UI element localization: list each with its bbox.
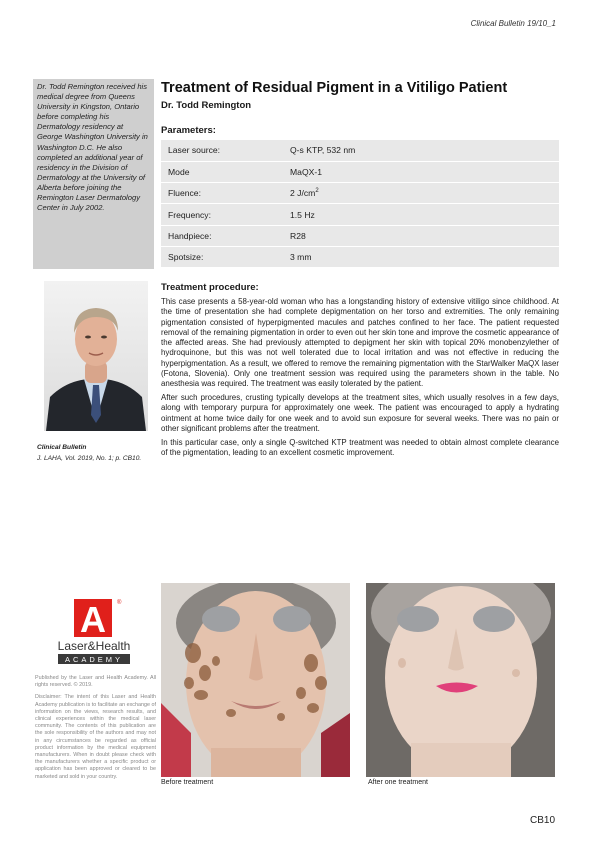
parameter-name: Frequency:	[161, 204, 283, 225]
parameter-name: Laser source:	[161, 140, 283, 161]
citation	[37, 442, 141, 464]
article-title: Treatment of Residual Pigment in a Vitiligo Patient	[161, 80, 508, 96]
procedure-heading: Treatment procedure:	[161, 282, 259, 294]
parameter-value: MaQX-1	[283, 161, 559, 182]
parameter-value: Q-s KTP, 532 nm	[283, 140, 559, 161]
parameters-heading: Parameters:	[161, 125, 216, 136]
registered-mark: ®	[117, 600, 122, 606]
parameter-row	[161, 183, 559, 204]
parameters-table	[161, 140, 559, 268]
parameter-row	[161, 140, 559, 161]
procedure-text	[161, 297, 559, 458]
article	[161, 80, 559, 462]
author-bio-box	[33, 79, 154, 269]
after-treatment-photo	[366, 583, 555, 777]
parameter-name: Handpiece:	[161, 225, 283, 246]
before-treatment-photo	[161, 583, 350, 777]
bulletin-reference: Clinical Bulletin 19/10_1	[470, 19, 556, 28]
author-bio-text: Dr. Todd Remington received his medical degree from Queens University in Kingston, Ontario before completing his Dermatology residency at George Washington University in Washington D.C. He also completed an additional year of residency in the Division of Dermatology at the University of Alberta before joining the Remington Laser Dermatology Center in July 2002.	[37, 82, 148, 213]
disclaimer: Disclaimer: The intent of this Laser and Health Academy publication is to facilitate an exchange of information on the views, research results, and clinical experiences within the medical laser community. The contents of this publication are the sole responsibility of the authors and may not in any circumstances be regarded as official product information by the medical equipment manufacturers. When in doubt please check with the manufacturers whether a specific product or application has been approved or cleared to be marketed and sold in your country.	[35, 694, 156, 780]
paragraph: After such procedures, crusting typically develops at the treatment sites, which usually resolves in a few days, along with temporary purpura for approximately one week. The patient was encouraged to apply a hydrating ointment at home twice daily for one week and to avoid sun exposure for several weeks. There was no pain or other significant problems after the treatment.	[161, 393, 559, 433]
paragraph: This case presents a 58-year-old woman who has a longstanding history of extensive vitiligo since childhood. At the time of presentation she had complete depigmentation on her torso and extremities. The only remaining pigmentation consisted of hyperpigmented macules and patches confined to her face. The patient requested removal of the remaining pigmentation in order to even out her skin tone and improve the cosmetic appearance of the affected areas. She had previously attempted to depigment her skin with topical 20% monobenzylether of hydroquinone, but this was not well tolerated due to local irritation and was not effective in reducing the hyperpigmentation. As a result, we offered to remove the remaining pigmentation with the StarWalker MaQX laser (Fotona, Slovenia). Only one treatment session was required using the parameters shown in the table. No anesthesia was required. The treatment was easily tolerated by the patient.	[161, 297, 559, 388]
parameter-name: Fluence:	[161, 183, 283, 204]
logo-text-line2: ACADEMY	[64, 655, 124, 664]
side-notes	[35, 675, 156, 786]
parameter-value: 3 mm	[283, 246, 559, 267]
parameter-row	[161, 246, 559, 267]
before-caption: Before treatment	[161, 779, 214, 786]
parameter-row	[161, 225, 559, 246]
citation-reference: J. LAHA, Vol. 2019, No. 1; p. CB10.	[37, 455, 142, 462]
laser-health-academy-logo	[52, 597, 136, 667]
parameter-value: 1.5 Hz	[283, 204, 559, 225]
parameter-row	[161, 161, 559, 182]
author-photo	[44, 281, 148, 431]
after-caption: After one treatment	[368, 779, 428, 786]
fluence-value: 2 J/cm	[290, 188, 316, 199]
publisher-note: Published by the Laser and Health Academy. All rights reserved. © 2019.	[35, 675, 156, 689]
article-author: Dr. Todd Remington	[161, 100, 252, 111]
parameter-value-fluence	[283, 183, 559, 204]
page-number: CB10	[529, 815, 555, 826]
citation-title: Clinical Bulletin	[37, 444, 87, 451]
fluence-exponent: 2	[315, 188, 319, 195]
logo-letter: A	[80, 599, 106, 640]
parameter-name: Spotsize:	[161, 246, 283, 267]
parameter-row	[161, 204, 559, 225]
paragraph: In this particular case, only a single Q-switched KTP treatment was needed to obtain almost complete clearance of the pigmentation, leading to an excellent cosmetic improvement.	[161, 437, 559, 458]
parameter-value: R28	[283, 225, 559, 246]
parameter-name: Mode	[161, 161, 283, 182]
logo-text-line1: Laser&Health	[57, 639, 131, 653]
